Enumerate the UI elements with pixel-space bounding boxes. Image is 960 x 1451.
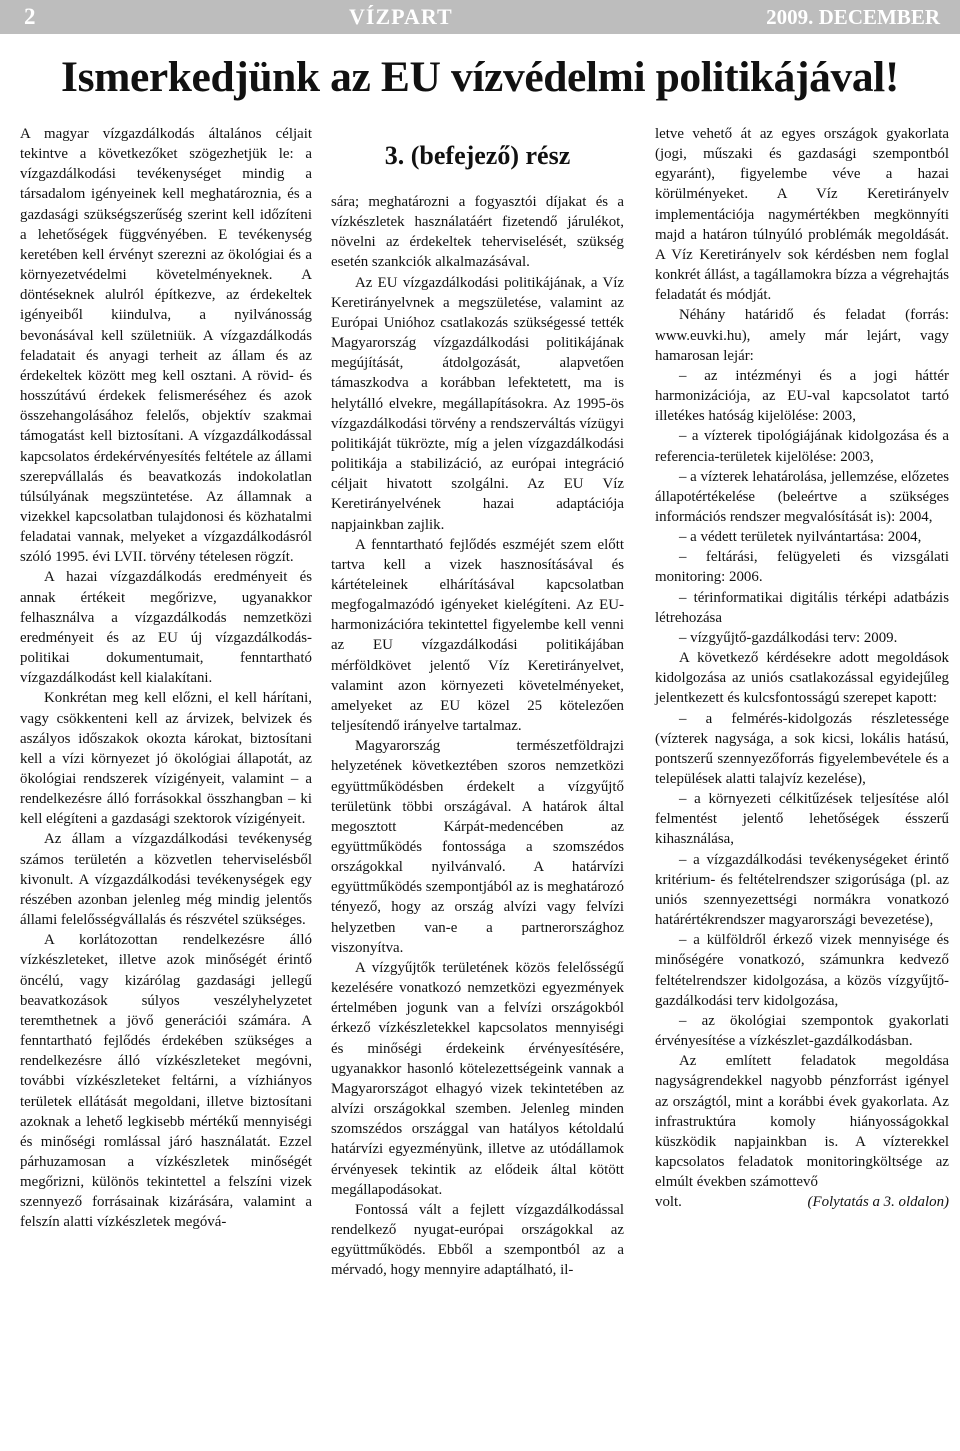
page-header (0, 0, 960, 34)
closing-word: volt. (655, 1194, 682, 1211)
list-item: – a felmérés-kidolgozás részletessége (vízterek nagysága, a sok kicsi, lokális hatású, pontszerű szennyezőforrás figyelembevétele és a települések alatti talajvíz kezelése), (655, 710, 949, 787)
list-item: – a védett területek nyilvántartása: 2004, (679, 529, 922, 546)
page-number: 2 (24, 4, 36, 29)
paragraph: Az említett feladatok megoldása nagyságrendekkel nagyobb pénzforrást igényel az országtól, mint a korábbi évek gyakorlata. Az infrastruktúra komoly hiányosságokkal küszködik napjainkban is. A vízterekkel kapcsolatos feladatok monitoringköltsége az elmúlt években számottevő (655, 1053, 949, 1191)
list-item: – a vízterek lehatárolása, jellemzése, előzetes állapotértékelése (beleértve a szükséges információs rendszer megvalósítását is): 2004, (655, 468, 949, 525)
paragraph: Magyarország természetföldrajzi helyzetének következtében szoros nemzetközi együttműködésben érdekelt a vízgyűjtő területünk többi országával. A határok által megosztott Kárpát-medencében az együttműködés fontossága a szomszédos országokkal nyilvánvaló. A határvízi együttműködés szempontjából az is meghatározó tényező, hogy az ország alvízi vagy felvízi helyzetben van-e a partnerországhoz viszonyítva. (331, 738, 624, 956)
article-column-2 (331, 138, 624, 1280)
list-item: – feltárási, felügyeleti és vizsgálati monitoring: 2006. (655, 549, 949, 586)
paragraph: A fenntartható fejlődés eszméjét szem előtt tartva kell a vizek hasznosításával és kártételeinek elhárításával kapcsolatban megfogalmazódó igényeket kielégíteni. Az EU-harmonizációra tekintettel figyelembe kell venni az EU vízgazdálkodási politikájában mérföldkövet jelentő Víz Keretirányelvet, valamint azon környezeti követelményeket, amelyeket az EU közel 25 kötelezően teljesítendő irányelve tartalmaz. (331, 536, 624, 735)
journal-name: VÍZPART (349, 4, 453, 29)
list-item: – a külföldről érkező vizek mennyisége és minőségére vonatkozó, számunkra kedvező feltételrendszer kidolgozása, a közös vízgyűjtő-gazdálkodási terv kidolgozása, (655, 932, 949, 1009)
list-item: – a vízterek tipológiájának kidolgozása és a referencia-területek kijelölése: 2003, (655, 428, 949, 465)
paragraph: A korlátozottan rendelkezésre álló vízkészleteket, illetve azok minőségét érintő öncélú, vagy kizárólag gazdasági jellegű beavatkozások súlyos veszélyhelyzetet teremthetnek a jövő generációi számára. A fenntartható fejlődés érdekében szükséges a rendelkezésre álló vízkészleteket megóvni, további vízkészleteket feltárni, a vízhiányos területek ellátását megoldani, illetve biztosítani azoknak a lehető legkisebb mértékű mennyiségi és minőségi romlással járó használatát. Ezzel párhuzamosan a vízkészletek minőségét megőrizni, különös tekintettel a felszíni vizek szennyező forrásainak kizárására, valamint a felszín alatti vízkészletek megóvá- (20, 932, 312, 1231)
list-item: – a környezeti célkitűzések teljesítése alól felmentést jelentő lehetőségek ésszerű kihasználása, (655, 791, 949, 848)
paragraph: Konkrétan meg kell előzni, el kell hárítani, vagy csökkenteni kell az árvizek, belvizek és aszályos időszakok okozta károkat, biztosítani kell a vízi környezet jó ökológiai állapotát, az ökológiai rendszerek vízigényeit, valamint – a rendelkezésre álló forrásokkal összhangban – ki kell elégíteni a gazdasági szektorok vízigényeit. (20, 690, 312, 828)
article-column-1 (20, 124, 312, 1233)
paragraph: A következő kérdésekre adott megoldások kidolgozása az uniós csatlakozással egyidejűleg jelentkezett és kulcsfontosságú szerepet kapott: (655, 650, 949, 707)
paragraph: Az EU vízgazdálkodási politikájának, a Víz Keretirányelvnek a megszületése, valamint az Európai Unióhoz csatlakozás szükségessé tették Magyarország vízgazdálkodási politikájának megújítását, átdolgozását, alapvetően támaszkodva a korábban lefektetett, ma is helytálló elvekre, megállapításokra. Az 1995-ös vízgazdálkodási törvény a rendszerváltás vízügyi politikáját tükrözte, míg a jelen vízgazdálkodási politikája a stabilizáció, az európai integráció céljait hivatott szolgálni. Az EU Víz Keretirányelvének hazai adaptációja napjainkban zajlik. (331, 274, 624, 533)
paragraph: A hazai vízgazdálkodás eredményeit és annak értékeit megőrizve, ugyanakkor felhasználva a vízgazdálkodás nemzetközi eredményeit és az EU új vízgazdálkodás-politikai dokumentumait, fenntartható vízgazdálkodást kell kialakítani. (20, 569, 312, 687)
article-title: Ismerkedjünk az EU vízvédelmi politikájával! (61, 53, 899, 101)
paragraph: Néhány határidő és feladat (forrás: www.euvki.hu), amely már lejárt, vagy hamarosan lejár: (655, 307, 949, 364)
paragraph: Fontossá vált a fejlett vízgazdálkodással rendelkező nyugat-európai országokkal az együttműködés. Ebből a szempontból az a mérvadó, hogy mennyire adaptálható, il- (331, 1201, 624, 1279)
paragraph: Az állam a vízgazdálkodási tevékenység számos területén a közvetlen teherviselésből kivonult. A vízgazdálkodási tevékenységek egy részében azonban jelenleg még mindig jelentős állami felelősségvállalás és részvétel szükséges. (20, 831, 312, 929)
paragraph: A vízgyűjtők területének közös felelősségű kezelésére vonatkozó nemzetközi egyezmények értelmében jogunk van a felvízi országokból érkező vízkészletekkel kapcsolatos mennyiségi és minőségi érdekeink érvényesítésére, ugyanakkor hasonló kötelezettségeink vannak a Magyarországot elhagyó vizek tekintetében az alvízi országokkal szemben. Jelenleg minden szomszédos országgal van hatályos kétoldalú határvízi egyezményünk, illetve az utódállamok érvényesek tekintik az elődeik által kötött megállapodásokat. (331, 959, 624, 1198)
article-column-3 (655, 124, 949, 1212)
continued-note: (Folytatás a 3. oldalon) (807, 1194, 949, 1211)
column-footer-line (655, 1192, 949, 1212)
list-item: – vízgyűjtő-gazdálkodási terv: 2009. (679, 629, 898, 646)
issue-date: 2009. DECEMBER (766, 4, 940, 29)
paragraph: letve vehető át az egyes országok gyakorlata (jogi, műszaki és gazdasági szempontból egyaránt), figyelembe véve a hazai körülményeket. A Víz Keretirányelv implementációja nagymértékben megkönnyíti majd a határon túlnyúló problémák megoldását. A Víz Keretirányelv sok kérdésben nem foglal konkrét állást, a tagállamokra bízza a végrehajtás feladatát és módját. (655, 126, 949, 304)
article-subtitle: 3. (befejező) rész (384, 141, 571, 170)
paragraph: sára; meghatározni a fogyasztói díjakat és a vízkészletek használatáért fizetendő járulékot, növelni az érdekeltek teherviselését, szükség esetén szankciók alkalmazásával. (331, 194, 624, 271)
list-item: – a vízgazdálkodási tevékenységeket érintő kritérium- és feltételrendszer szigorúsága (pl. az uniós szennyezettségi normákra vonatkozó határértékrendszer magyarországi bevezetése), (655, 851, 949, 929)
list-item: – térinformatikai digitális térképi adatbázis létrehozása (655, 589, 949, 626)
list-item: – az intézményi és a jogi háttér harmonizációja, az EU-val kapcsolatot tartó illetékes hatóság kijelölése: 2003, (655, 367, 949, 425)
paragraph: A magyar vízgazdálkodás általános céljait tekintve a következőket szögezhetjük le: a vízgazdálkodási tevékenységet mindig a társadalom igényeinek kell meghatároznia, és a gazdasági szükségszerűség szerint kell időzíteni a lehetőségek függvényében. E tevékenység keretében kell érvényt szerezni az ökológiai és a környezetvédelmi követelményeknek. A döntéseknek alulról építkezve, az érdekeltek igényeiből kiindulva, a nyilvánosság bevonásával kell születniük. A vízgazdálkodás feladatait és anyagi terheit az állam és az érdekeltek között meg kell osztani. A rövid- és hosszútávú érdekek felismeréséhez és azok összehangolásához felelős, objektív szakmai támogatást kell biztosítani. A vízgazdálkodással kapcsolatos érdekérvényesítés feltétele az állami szerepvállalás és beavatkozás indokolatlan túlsúlyának megszüntetése. Az államnak a vizekkel kapcsolatban tulajdonosi és közhatalmi feladatai vannak, melyeket a vízgazdálkodásról szóló 1995. évi LVII. törvény tételesen rögzít. (20, 126, 312, 566)
list-item: – az ökológiai szempontok gyakorlati érvényesítése a vízkészlet-gazdálkodásban. (655, 1012, 949, 1050)
